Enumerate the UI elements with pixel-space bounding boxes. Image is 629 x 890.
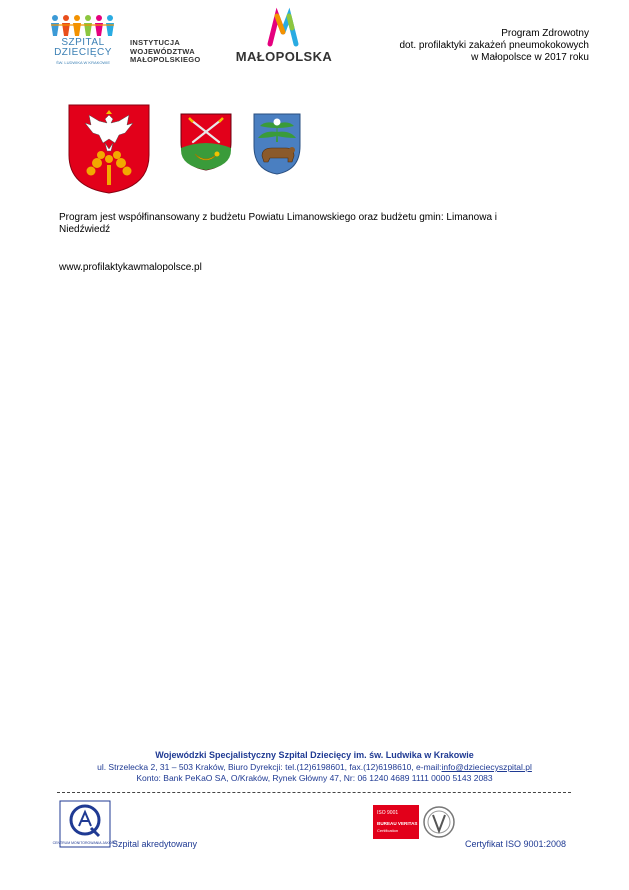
instytucja-line3: MAŁOPOLSKIEGO bbox=[130, 55, 201, 64]
program-line3: w Małopolsce w 2017 roku bbox=[471, 52, 589, 63]
instytucja-line2: WOJEWÓDZTWA bbox=[130, 46, 195, 56]
footer-address-text: ul. Strzelecka 2, 31 – 503 Kraków, Biuro Dyrekcji: tel.(12)6198601, fax.(12)6198610, e-mail: bbox=[97, 762, 442, 772]
malopolska-logo bbox=[232, 12, 336, 68]
cmj-accreditation-logo bbox=[52, 800, 118, 848]
szpital-logo-line2: DZIECIĘCY bbox=[54, 47, 112, 58]
niedzwiedz-gmina-coat-of-arms-icon bbox=[252, 112, 302, 176]
bv-name-text: BUREAU VERITAS bbox=[377, 821, 418, 826]
cofinancing-statement: Program jest współfinansowany z budżetu Powiatu Limanowskiego oraz budżetu gmin: Limanowa i Niedźwiedź bbox=[59, 212, 498, 235]
instytucja-line1: INSTYTUCJA bbox=[130, 38, 181, 47]
footer-bank-account: Konto: Bank PeKaO SA, O/Kraków, Rynek Główny 47, Nr: 06 1240 4689 1111 0000 5143 2083 bbox=[136, 773, 493, 783]
footer-email-link[interactable]: info@dzieciecyszpital.pl bbox=[441, 762, 532, 772]
footer-address bbox=[0, 762, 629, 772]
program-line1: Program Zdrowotny bbox=[501, 28, 589, 39]
powiat-limanowski-coat-of-arms-icon bbox=[67, 103, 151, 195]
iso-certificate-label: Certyfikat ISO 9001:2008 bbox=[465, 839, 567, 849]
footer-hospital-name: Wojewódzki Specjalistyczny Szpital Dziecięcy im. św. Ludwika w Krakowie bbox=[155, 750, 474, 760]
bv-cert-text: Certification bbox=[377, 828, 399, 833]
accredited-label: Szpital akredytowany bbox=[112, 839, 198, 849]
program-line2: dot. profilaktyki zakażeń pneumokokowych bbox=[399, 40, 589, 51]
szpital-logo-line3: ŚW. LUDWIKA W KRAKOWIE bbox=[55, 60, 110, 65]
instytucja-logo bbox=[130, 39, 201, 65]
children-figures-icon bbox=[50, 14, 116, 38]
footer-divider bbox=[57, 792, 571, 793]
malopolska-mark-icon bbox=[268, 12, 298, 46]
bureau-veritas-iso-logo bbox=[373, 805, 457, 841]
szpital-dzieciecy-logo bbox=[48, 14, 118, 66]
program-title bbox=[399, 28, 589, 64]
malopolska-word: MAŁOPOLSKA bbox=[235, 49, 333, 64]
cmj-caption: CENTRUM MONITOROWANIA JAKOŚCI bbox=[52, 841, 118, 845]
website-link[interactable]: www.profilaktykawmalopolsce.pl bbox=[59, 262, 202, 273]
limanowa-gmina-coat-of-arms-icon bbox=[179, 112, 233, 172]
bv-iso-text: ISO 9001 bbox=[377, 810, 399, 816]
szpital-logo-line1: SZPITAL bbox=[61, 37, 105, 48]
